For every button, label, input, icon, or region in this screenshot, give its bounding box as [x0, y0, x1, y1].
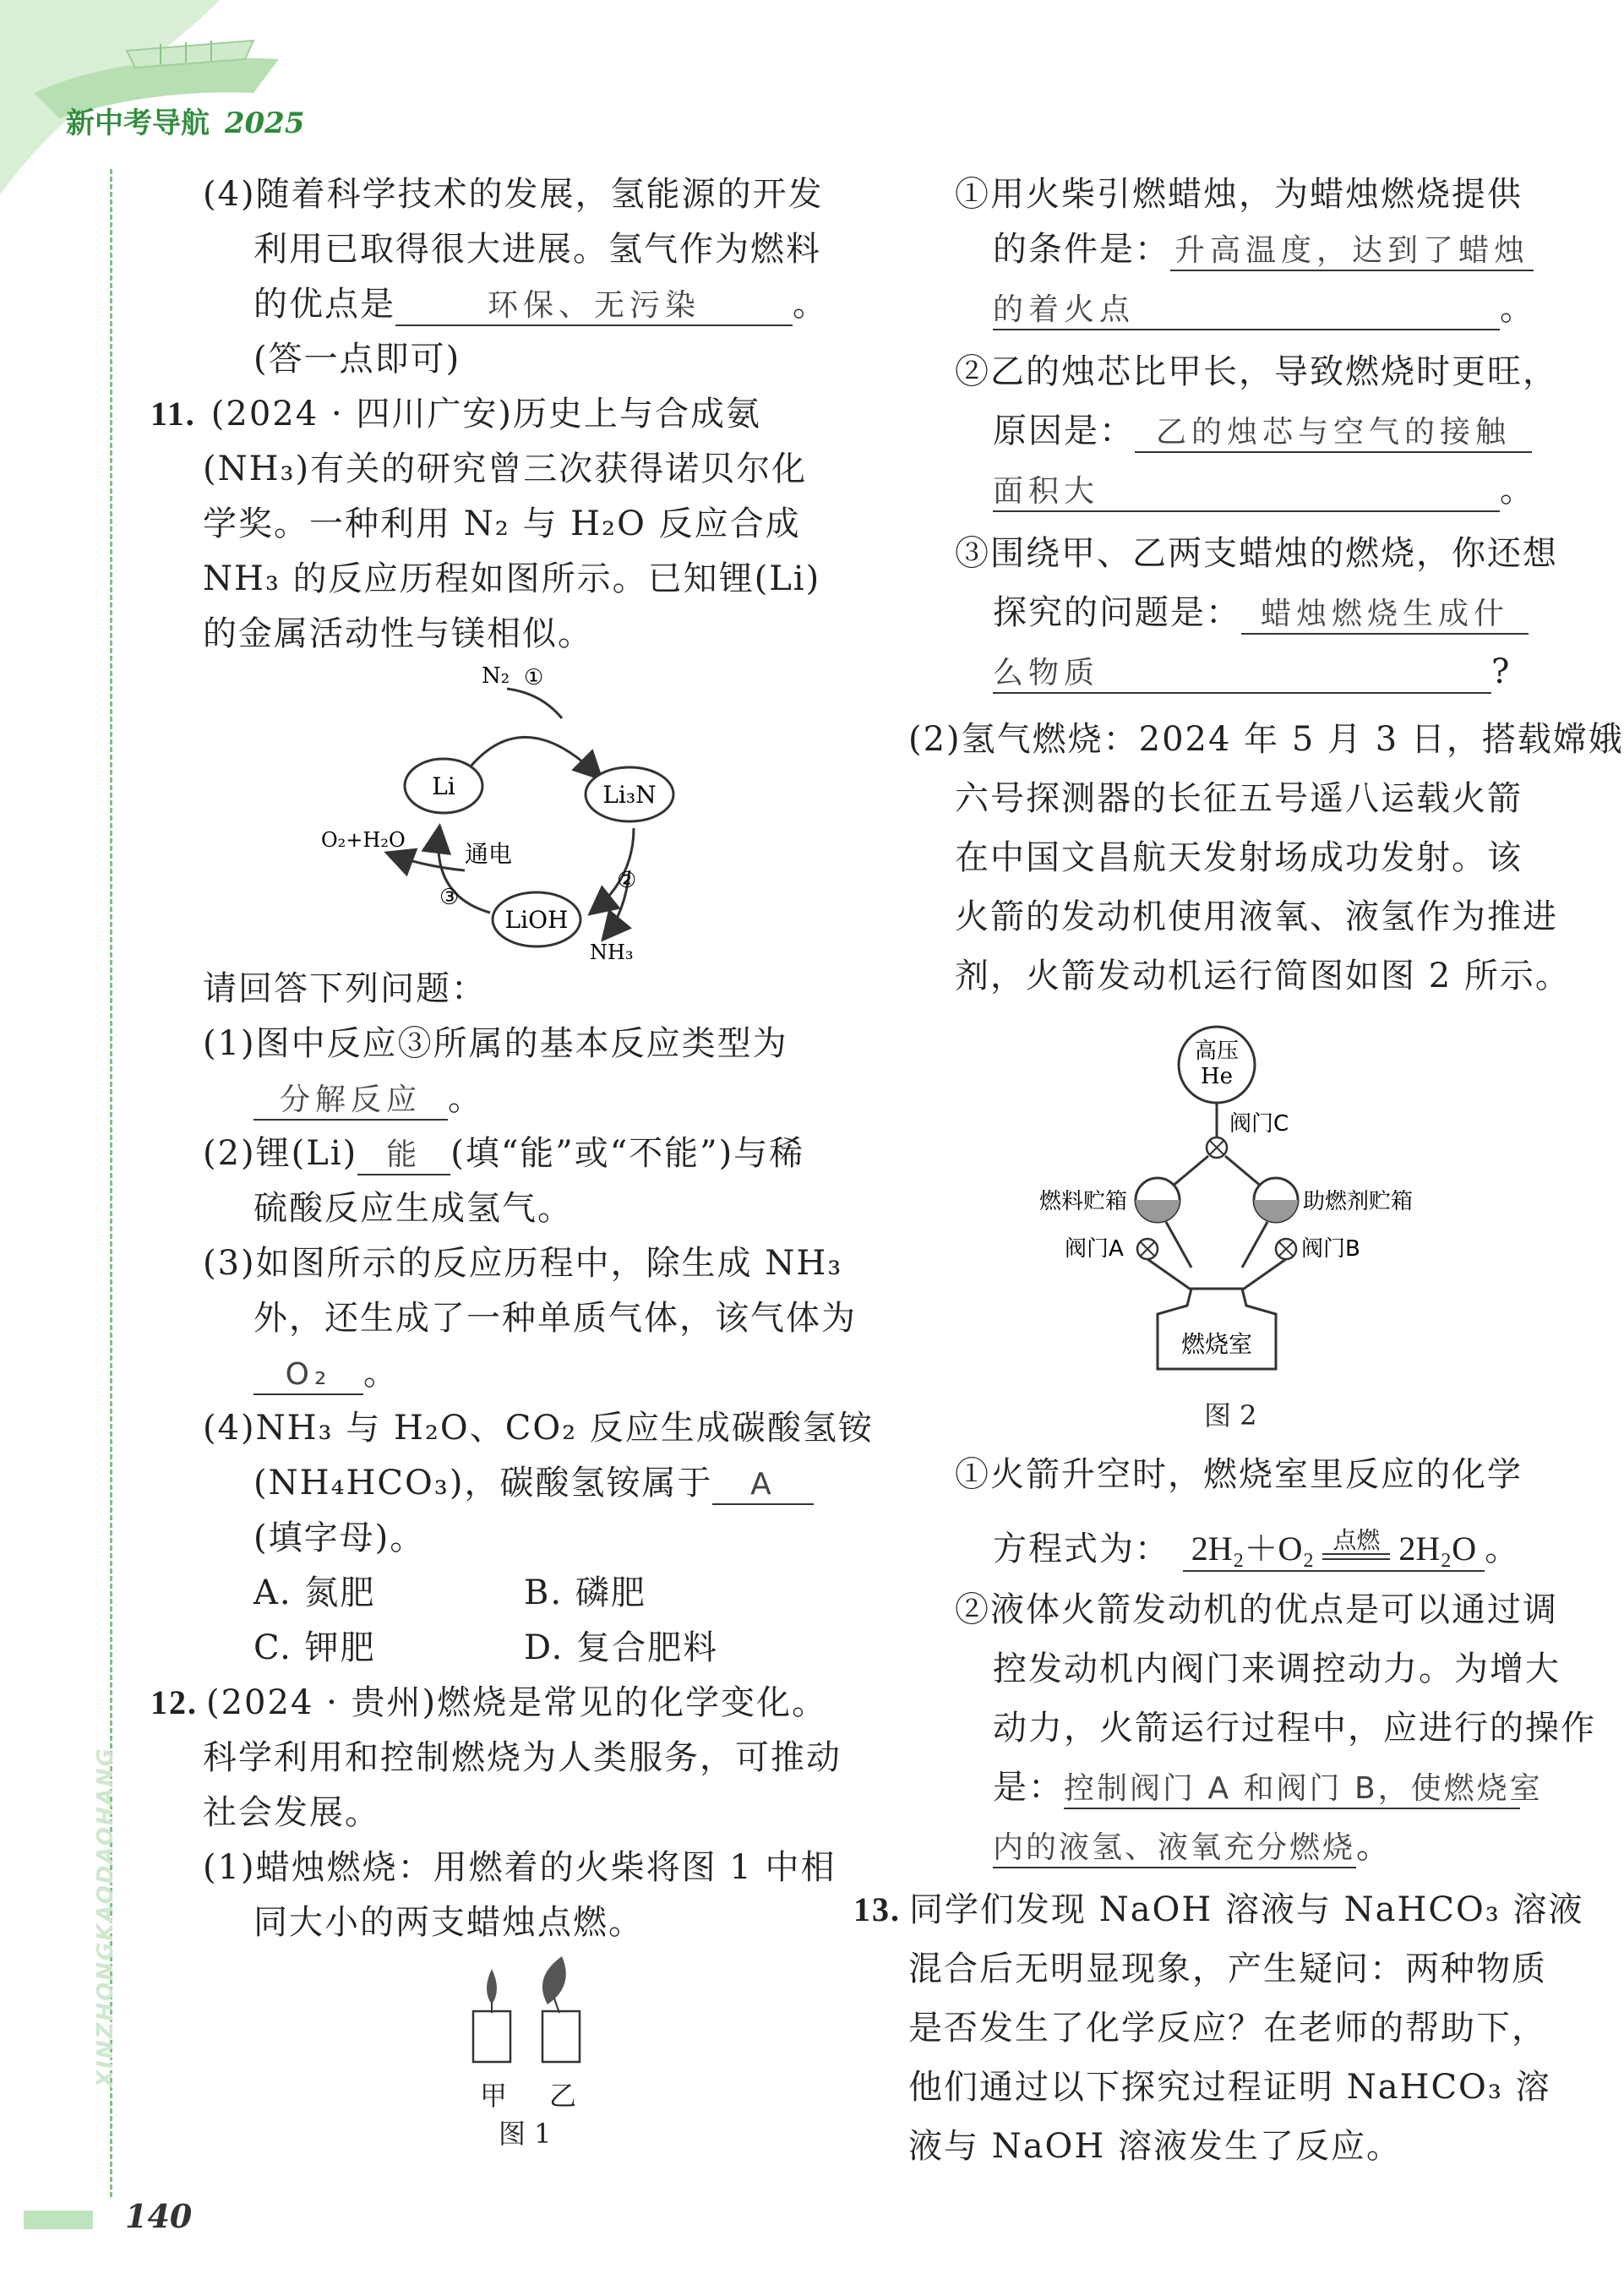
q11-p2-answer: 能	[357, 1137, 450, 1175]
s5-line1: ②液体火箭发动机的优点是可以通过调	[955, 1590, 1558, 1629]
q11-p1-post: 。	[448, 1079, 483, 1118]
label-n2: N₂	[482, 663, 510, 689]
q11-line5: 的金属活动性与镁相似。	[203, 614, 593, 653]
s1-line2	[993, 228, 1534, 271]
s3-line2	[993, 592, 1529, 635]
s2-line2	[993, 410, 1532, 453]
q11-p1-answer: 分解反应	[253, 1082, 448, 1121]
q12-text1: (2024 · 贵州)燃烧是常见的化学变化。	[206, 1683, 828, 1722]
q10-4-pre: 的优点是	[253, 285, 395, 324]
q11-line3: 学奖。一种利用 N₂ 与 H₂O 反应合成	[203, 504, 801, 543]
s3-answer1: 蜡烛燃烧生成什	[1241, 596, 1529, 635]
label-li: Li	[432, 772, 455, 800]
q13-line2: 混合后无明显现象，产生疑问：两种物质	[908, 1950, 1547, 1988]
s4-line1: ①火箭升空时，燃烧室里反应的化学	[955, 1455, 1523, 1494]
q13-number: 13.	[853, 1890, 901, 1928]
q11-p3-answer: O₂	[253, 1356, 363, 1395]
s5-answer2: 内的液氢、液氧充分燃烧	[993, 1830, 1356, 1868]
eq-right: 2H₂O	[1398, 1530, 1477, 1568]
label-nh3: NH₃	[590, 941, 634, 963]
page-number: 140	[125, 2197, 193, 2235]
ship-logo-icon	[0, 0, 355, 194]
arrow-n2-in	[507, 689, 562, 718]
brand-title	[66, 100, 304, 141]
q11-line2: (NH₃)有关的研究曾三次获得诺贝尔化	[203, 450, 808, 488]
s5-answer1: 控制阀门 A 和阀门 B，使燃烧室	[1064, 1770, 1520, 1809]
label-li3n: Li₃N	[602, 781, 657, 809]
q11-p4-line3: (填字母)。	[253, 1519, 426, 1557]
label-lioh: LiOH	[504, 906, 569, 934]
q13-line3: 是否发生了化学反应？在老师的帮助下，	[908, 2009, 1547, 2048]
q12-p1-line2: 同大小的两支蜡烛点燃。	[253, 1903, 644, 1942]
s2-post: 。	[1500, 471, 1535, 510]
he-label1: 高压	[1194, 1039, 1240, 1064]
eq-left: 2H₂＋O₂	[1191, 1530, 1315, 1568]
q12-line3: 社会发展。	[203, 1793, 380, 1832]
q12-line2: 科学利用和控制燃烧为人类服务，可推动	[203, 1738, 842, 1777]
fig1-caption: 图 1	[499, 2118, 552, 2150]
q12-line1	[150, 1682, 827, 1724]
eq-arrow	[1322, 1526, 1390, 1560]
q12-number: 12.	[150, 1683, 198, 1721]
candles-figure	[448, 1952, 600, 2079]
q11-prompt: 请回答下列问题：	[203, 969, 487, 1008]
q11-p4-answer: A	[712, 1466, 814, 1505]
q11-p3-line3	[253, 1352, 399, 1395]
q11-number: 11.	[150, 395, 196, 433]
p2-line5: 剂，火箭发动机运行简图如图 2 所示。	[955, 957, 1571, 995]
q10-4-answer: 环保、无污染	[395, 287, 793, 326]
q10-4-line4: (答一点即可)	[253, 340, 461, 379]
s3-answer2: 么物质	[993, 655, 1491, 694]
option-a: A. 氮肥	[253, 1573, 376, 1612]
p2-line3: 在中国文昌航天发射场成功发射。该	[955, 838, 1523, 877]
s3-line1: ③围绕甲、乙两支蜡烛的燃烧，你还想	[955, 534, 1558, 573]
rocket-engine-diagram	[1039, 1023, 1479, 1394]
he-label2: He	[1200, 1064, 1234, 1089]
page-number-bar	[24, 2211, 93, 2229]
label-step2: ②	[617, 868, 637, 893]
s3-line3	[993, 651, 1511, 694]
oxidizer-tank-label: 助燃剂贮箱	[1303, 1189, 1414, 1214]
s5-line2: 控发动机内阀门来调控动力。为增大	[993, 1650, 1561, 1688]
fig2-caption: 图 2	[1204, 1399, 1257, 1432]
s3-post: ?	[1491, 652, 1512, 691]
s1-line1: ①用火柴引燃蜡烛，为蜡烛燃烧提供	[955, 175, 1523, 214]
valve-a-label: 阀门A	[1065, 1236, 1124, 1262]
q10-4-line1: (4)随着科学技术的发展，氢能源的开发	[203, 175, 824, 214]
s1-answer2: 的着火点	[993, 292, 1500, 330]
s4-equation	[1183, 1528, 1485, 1572]
option-d: D. 复合肥料	[524, 1628, 719, 1667]
q11-p1-line1: (1)图中反应③所属的基本反应类型为	[203, 1024, 788, 1063]
valve-c-label: 阀门C	[1229, 1111, 1289, 1137]
q10-4-post: 。	[793, 285, 828, 324]
q11-p4-line2	[253, 1462, 814, 1505]
eq-condition: 点燃	[1332, 1526, 1381, 1554]
q11-p2-line1	[203, 1132, 804, 1175]
candle-yi	[542, 2011, 580, 2062]
option-c: C. 钾肥	[253, 1628, 376, 1667]
q10-4-line2: 利用已取得很大进展。氢气作为燃料	[253, 230, 821, 269]
s1-pre: 的条件是：	[993, 230, 1170, 269]
q11-p3-line2: 外，还生成了一种单质气体，该气体为	[253, 1299, 857, 1338]
vertical-watermark: XINZHONGKAODAOHANG	[93, 1747, 118, 2087]
label-o2-h2o: O₂+H₂O	[321, 828, 406, 852]
option-b: B. 磷肥	[524, 1573, 646, 1612]
q13-line4: 他们通过以下探究过程证明 NaHCO₃ 溶	[908, 2068, 1551, 2107]
label-step1: ①	[524, 665, 544, 690]
q11-p2-line2: 硫酸反应生成氢气。	[253, 1189, 573, 1228]
s2-line3	[993, 469, 1535, 512]
q11-p4-pre: (NH₄HCO₃)，碳酸氢铵属于	[253, 1464, 713, 1502]
s2-answer1: 乙的烛芯与空气的接触	[1135, 414, 1532, 453]
s2-pre: 原因是：	[993, 412, 1135, 450]
s2-answer2: 面积大	[993, 473, 1500, 512]
s5-line5	[993, 1825, 1392, 1868]
brand-year: 2025	[224, 106, 305, 140]
valve-b-label: 阀门B	[1301, 1236, 1360, 1262]
s4-pre: 方程式为：	[993, 1530, 1170, 1568]
chamber-label: 燃烧室	[1180, 1330, 1253, 1358]
candle-jia	[473, 2011, 510, 2062]
s3-pre: 探究的问题是：	[993, 593, 1241, 632]
s4-line2	[993, 1528, 1520, 1572]
p2-line1: (2)氢气燃烧：2024 年 5 月 3 日，搭载嫦娥	[908, 720, 1624, 759]
s5-line3: 动力，火箭运行过程中，应进行的操作	[993, 1709, 1596, 1748]
label-step3: ③	[439, 885, 460, 910]
q13-line1	[853, 1889, 1584, 1931]
fuel-tank-label: 燃料贮箱	[1039, 1189, 1128, 1214]
label-yi: 乙	[549, 2080, 577, 2112]
q13-text1: 同学们发现 NaOH 溶液与 NaHCO₃ 溶液	[909, 1890, 1584, 1929]
header-banner	[0, 0, 355, 194]
q11-p1-line2	[253, 1077, 483, 1121]
s1-post: 。	[1500, 289, 1535, 328]
flame-jia-icon	[487, 1969, 497, 2004]
s1-answer1: 升高温度，达到了蜡烛	[1170, 232, 1534, 271]
q11-p3-line1: (3)如图所示的反应历程中，除生成 NH₃	[203, 1244, 843, 1283]
q11-p2-post: (填“能”或“不能”)与稀	[450, 1134, 805, 1173]
s2-line1: ②乙的烛芯比甲长，导致燃烧时更旺，	[955, 352, 1558, 391]
q11-text1: (2024 · 四川广安)历史上与合成氨	[210, 395, 761, 434]
arrow-o2-out	[389, 854, 465, 870]
s1-line3	[993, 287, 1535, 330]
q11-p2-pre: (2)锂(Li)	[203, 1134, 358, 1173]
q12-p1-line1: (1)蜡烛燃烧：用燃着的火柴将图 1 中相	[203, 1848, 837, 1887]
q11-line4: NH₃ 的反应历程如图所示。已知锂(Li)	[203, 559, 821, 598]
q11-p3-post: 。	[363, 1354, 399, 1393]
s4-post: 。	[1485, 1530, 1521, 1568]
label-jia: 甲	[480, 2080, 508, 2112]
p2-line4: 火箭的发动机使用液氧、液氢作为推进	[955, 897, 1558, 936]
brand-name: 新中考导航	[66, 106, 210, 140]
q11-line1	[150, 393, 761, 435]
s5-line4	[993, 1766, 1543, 1809]
label-electrolysis: 通电	[465, 840, 513, 868]
s5-pre: 是：	[993, 1768, 1064, 1807]
reaction-cycle-diagram	[321, 659, 710, 963]
q11-p4-line1: (4)NH₃ 与 H₂O、CO₂ 反应生成碳酸氢铵	[203, 1409, 874, 1448]
q10-4-line3	[253, 283, 828, 326]
flame-yi-icon	[542, 1956, 566, 2004]
q13-line5: 液与 NaOH 溶液发生了反应。	[908, 2127, 1402, 2166]
s5-post: 。	[1356, 1827, 1392, 1866]
p2-line2: 六号探测器的长征五号遥八运载火箭	[955, 779, 1523, 818]
